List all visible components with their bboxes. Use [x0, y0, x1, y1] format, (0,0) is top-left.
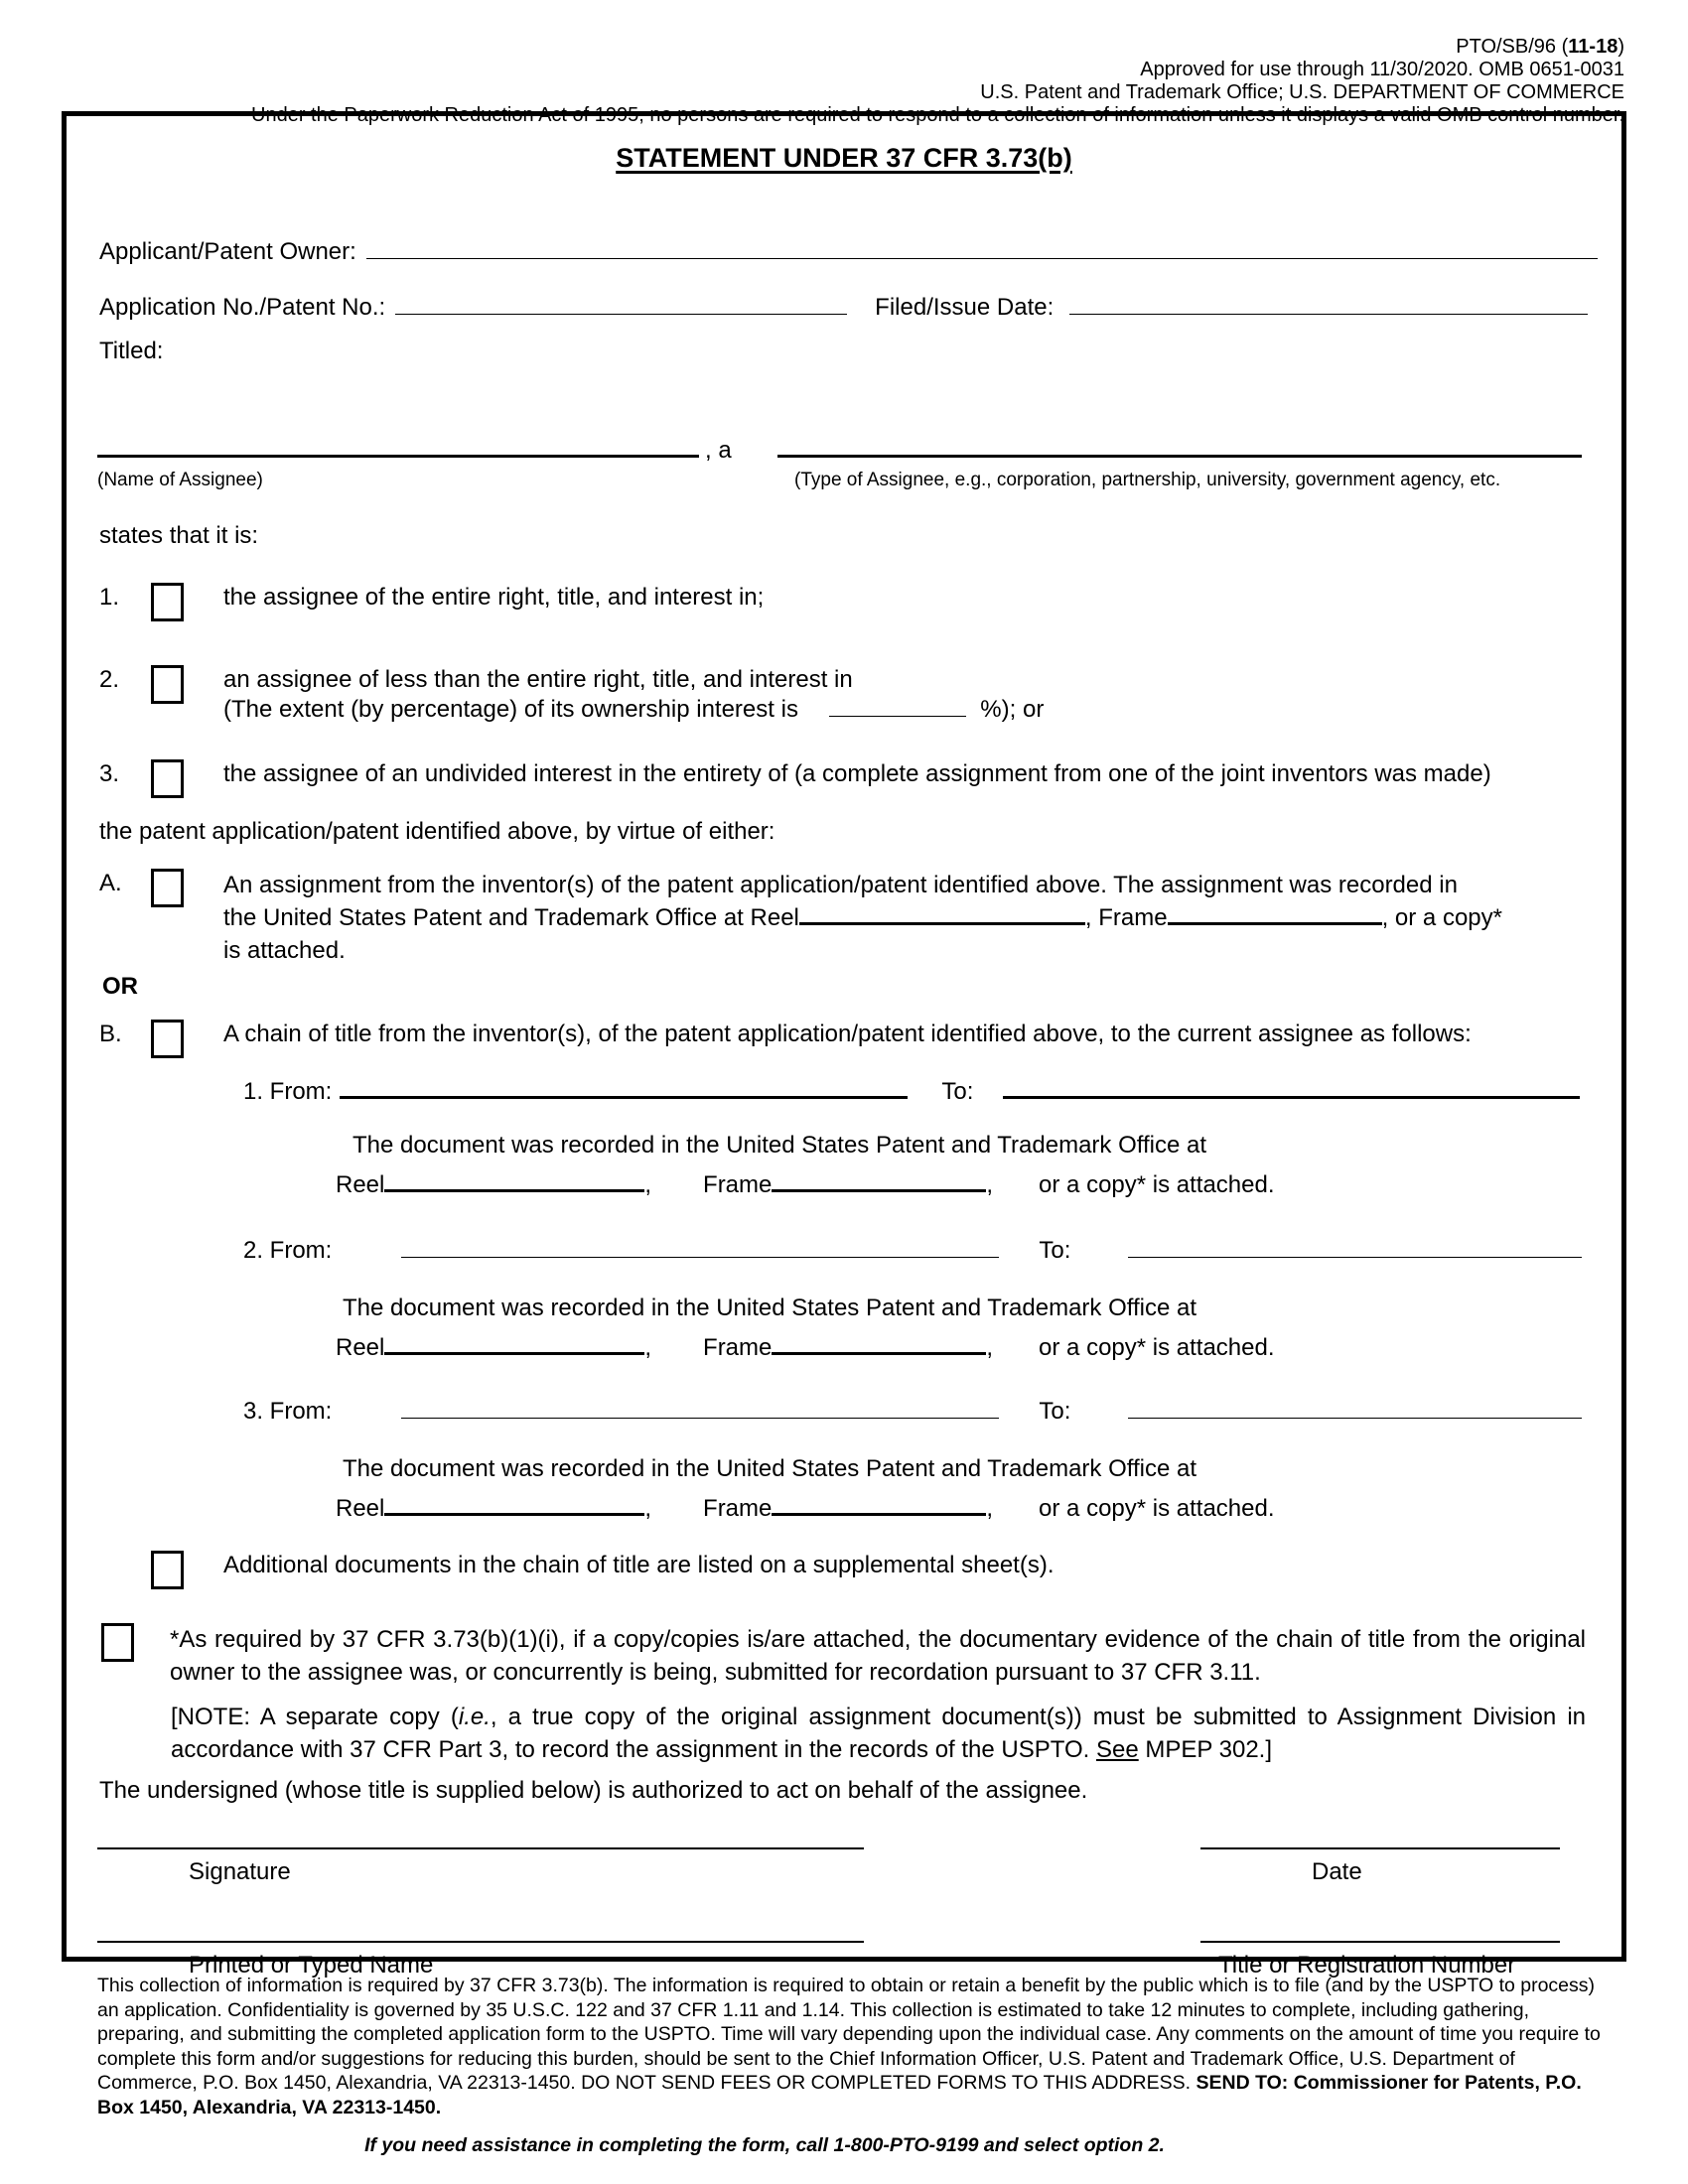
chain-1-reel-label: Reel: [336, 1171, 385, 1198]
chain-1-frame-field[interactable]: [772, 1189, 986, 1192]
comma: ,: [986, 1171, 994, 1198]
chain-2-recorded-text: The document was recorded in the United States Patent and Trademark Office at: [343, 1295, 1197, 1321]
checkbox-additional-documents[interactable]: [151, 1551, 184, 1589]
option-3-number: 3.: [99, 760, 120, 787]
comma-a-text: , a: [705, 437, 732, 464]
assistance-line: If you need assistance in completing the form, call 1-800-PTO-9199 and select option 2.: [364, 2134, 1165, 2156]
application-no-field[interactable]: [395, 313, 847, 315]
form-title: STATEMENT UNDER 37 CFR 3.73(b): [616, 143, 1072, 173]
chain-2-copy-text: or a copy* is attached.: [1039, 1334, 1275, 1361]
reel-field-a[interactable]: [799, 922, 1085, 925]
option-a-row: [99, 869, 1602, 967]
additional-docs-text: Additional documents in the chain of title are listed on a supplemental sheet(s).: [223, 1552, 1055, 1578]
application-row: [99, 293, 1588, 323]
date-label: Date: [1312, 1858, 1362, 1885]
printed-name-label: Printed or Typed Name: [189, 1952, 434, 1979]
approval-line: Approved for use through 11/30/2020. OMB 0651-0031: [1140, 59, 1624, 80]
option-1-text: the assignee of the entire right, title, and interest in;: [223, 584, 765, 611]
or-label: OR: [102, 973, 138, 1000]
ie-italic: i.e.: [458, 1704, 491, 1730]
signature-date-row: [97, 1847, 1560, 1887]
option-b-text: A chain of title from the inventor(s), of the patent application/patent identified above, to the current assignee as follows:: [223, 1021, 1472, 1047]
option-1-number: 1.: [99, 584, 120, 611]
option-3-text: the assignee of an undivided interest in the entirety of (a complete assignment from one of the joint inventors was made): [223, 760, 1491, 787]
chain-2-reel-field[interactable]: [384, 1352, 644, 1355]
bracket-note-mid: , a true copy of the original assignment document(s)) must be submitted to Assignment Division in accordance with 37 CFR Part 3, to record the assignment in the records of the USPTO.: [171, 1704, 1586, 1763]
chain-1-frame-label: Frame: [703, 1171, 773, 1198]
chain-2-from-field[interactable]: [401, 1256, 999, 1258]
comma: ,: [644, 1334, 652, 1361]
additional-docs-row: [151, 1551, 1602, 1589]
option-a-text: [223, 869, 1502, 967]
chain-3-copy-text: or a copy* is attached.: [1039, 1495, 1275, 1522]
see-underline: See: [1096, 1736, 1139, 1763]
comma: ,: [644, 1495, 652, 1522]
assignee-captions: [97, 470, 1582, 491]
option-a-line2: [223, 901, 1502, 934]
bracket-note-post: MPEP 302.]: [1138, 1736, 1272, 1763]
chain-3-frame-label: Frame: [703, 1495, 773, 1522]
option-2-line1: an assignee of less than the entire right, title, and interest in: [223, 666, 853, 693]
checkbox-option-3[interactable]: [151, 759, 184, 798]
chain-3-frame-field[interactable]: [772, 1513, 986, 1516]
chain-2-frame-field[interactable]: [772, 1352, 986, 1355]
send-to-text: SEND TO: Commissioner for Patents, P.O. Box 1450, Alexandria, VA 22313-1450.: [97, 2072, 1582, 2118]
option-2-line2-post: %); or: [980, 696, 1045, 723]
chain-1-reel-field[interactable]: [384, 1189, 644, 1192]
option-3-row: [99, 759, 1612, 798]
bracket-note: [171, 1701, 1586, 1766]
chain-3-from-label: 3. From:: [243, 1398, 333, 1425]
option-b-letter: B.: [99, 1021, 122, 1047]
chain-3-from-row: [243, 1397, 1582, 1427]
chain-2-to-label: To:: [1039, 1237, 1071, 1264]
form-number: [251, 36, 1624, 59]
chain-2-to-field[interactable]: [1128, 1256, 1582, 1258]
option-2-line2: [223, 695, 1044, 725]
option-2-number: 2.: [99, 666, 120, 693]
chain-3-from-field[interactable]: [401, 1417, 999, 1419]
checkbox-option-1[interactable]: [151, 583, 184, 621]
form-number-version: 11-18: [1568, 36, 1618, 58]
chain-1-to-label: To:: [941, 1078, 974, 1105]
checkbox-copy-attached[interactable]: [101, 1623, 134, 1662]
chain-3-reel-label: Reel: [336, 1495, 385, 1522]
option-2-row: [99, 665, 1602, 725]
option-a-letter: A.: [99, 870, 122, 896]
chain-3-reel-field[interactable]: [384, 1513, 644, 1516]
asterisk-note-text: *As required by 37 CFR 3.73(b)(1)(i), if a copy/copies is/are attached, the documentary evidence of the chain of title from the original owner to the assignee was, or concurrently is being, submitted for recordation pursuant to 37 CFR 3.11.: [170, 1626, 1586, 1686]
option-1-row: [99, 583, 1602, 621]
chain-2-reel-label: Reel: [336, 1334, 385, 1361]
date-cell: [1200, 1847, 1560, 1887]
option-a-line1: An assignment from the inventor(s) of the patent application/patent identified above. The assignment was recorded in: [223, 872, 1458, 898]
chain-1-from-row: [243, 1077, 1580, 1107]
burden-statement: [97, 1974, 1620, 2119]
chain-3-recorded-text: The document was recorded in the United States Patent and Trademark Office at: [343, 1455, 1197, 1482]
option-a-line2-mid: , Frame: [1084, 904, 1168, 931]
office-line: U.S. Patent and Trademark Office; U.S. DEPARTMENT OF COMMERCE: [980, 81, 1624, 103]
applicant-owner-field[interactable]: [366, 257, 1598, 259]
chain-2-from-row: [243, 1236, 1582, 1266]
assignee-row: [97, 436, 1582, 466]
applicant-label: Applicant/Patent Owner:: [99, 238, 356, 265]
filed-issue-date-field[interactable]: [1069, 313, 1588, 315]
comma: ,: [644, 1171, 652, 1198]
type-of-assignee-caption: (Type of Assignee, e.g., corporation, partnership, university, government agency, etc.: [794, 470, 1501, 490]
chain-1-to-field[interactable]: [1003, 1096, 1580, 1099]
virtue-row: the patent application/patent identified above, by virtue of either:: [99, 818, 775, 845]
assignee-type-field[interactable]: [777, 455, 1582, 458]
titled-row: [99, 337, 163, 366]
comma: ,: [986, 1495, 994, 1522]
burden-text: This collection of information is required by 37 CFR 3.73(b). The information is required to obtain or retain a benefit by the public which is to file (and by the USPTO to process) an application. Confidentiality is governed by 35 U.S.C. 122 and 37 CFR 1.11 and 1.14. This collection is estimated to take 12 minutes to complete, including gathering, preparing, and submitting the completed application form to the USPTO. Time will vary depending upon the individual case. Any comments on the amount of time you require to complete this form and/or suggestions for reducing this burden, should be sent to the Chief Information Officer, U.S. Patent and Trademark Office, U.S. Department of Commerce, P.O. Box 1450, Alexandria, VA 22313-1450. DO NOT SEND FEES OR COMPLETED FORMS TO THIS ADDRESS.: [97, 1975, 1601, 2094]
form-number-prefix: PTO/SB/96 (: [1456, 36, 1569, 58]
chain-2-reel-row: [336, 1333, 1275, 1363]
checkbox-option-b[interactable]: [151, 1020, 184, 1058]
asterisk-note-row: [101, 1623, 1586, 1689]
option-a-line2-pre: the United States Patent and Trademark Office at Reel: [223, 904, 799, 931]
states-label: states that it is:: [99, 522, 259, 549]
option-2-text: [223, 665, 1044, 725]
chain-1-recorded-text: The document was recorded in the United States Patent and Trademark Office at: [352, 1132, 1207, 1159]
chain-1-reel-row: [336, 1170, 1275, 1200]
assignee-name-field[interactable]: [97, 455, 699, 458]
ownership-percentage-field[interactable]: [829, 715, 966, 717]
chain-1-from-label: 1. From:: [243, 1078, 333, 1105]
name-of-assignee-caption: (Name of Assignee): [97, 470, 263, 490]
chain-3-reel-row: [336, 1494, 1275, 1524]
option-a-line2-post: , or a copy*: [1381, 904, 1502, 931]
chain-2-frame-label: Frame: [703, 1334, 773, 1361]
chain-1-copy-text: or a copy* is attached.: [1039, 1171, 1275, 1198]
chain-3-to-field[interactable]: [1128, 1417, 1582, 1419]
undersigned-text: The undersigned (whose title is supplied below) is authorized to act on behalf of the assignee.: [99, 1777, 1088, 1804]
signature-label: Signature: [189, 1858, 291, 1885]
form-box: [62, 111, 1626, 1979]
chain-3-to-label: To:: [1039, 1398, 1071, 1425]
title-reg-label: Title or Registration Number: [1218, 1952, 1516, 1979]
applicant-row: [99, 237, 1598, 267]
option-b-row: [99, 1020, 1612, 1058]
chain-2-from-label: 2. From:: [243, 1237, 333, 1264]
bracket-note-pre: [NOTE: A separate copy (: [171, 1704, 459, 1730]
form-number-suffix: ): [1618, 36, 1624, 58]
checkbox-option-2[interactable]: [151, 665, 184, 704]
comma: ,: [986, 1334, 994, 1361]
frame-field-a[interactable]: [1168, 922, 1382, 925]
filed-date-label: Filed/Issue Date:: [875, 294, 1055, 321]
states-row: [99, 521, 258, 551]
application-no-label: Application No./Patent No.:: [99, 294, 386, 321]
titled-label: Titled:: [99, 338, 164, 364]
paperwork-notice: Under the Paperwork Reduction Act of 1995, no persons are required to respond to a collection of information unless it displays a valid OMB control number.: [251, 104, 1624, 126]
signature-cell: [97, 1847, 864, 1887]
option-a-line3: is attached.: [223, 937, 346, 964]
chain-1-from-field[interactable]: [340, 1096, 908, 1099]
option-2-line2-pre: (The extent (by percentage) of its ownership interest is: [223, 696, 798, 723]
checkbox-option-a[interactable]: [151, 869, 184, 907]
